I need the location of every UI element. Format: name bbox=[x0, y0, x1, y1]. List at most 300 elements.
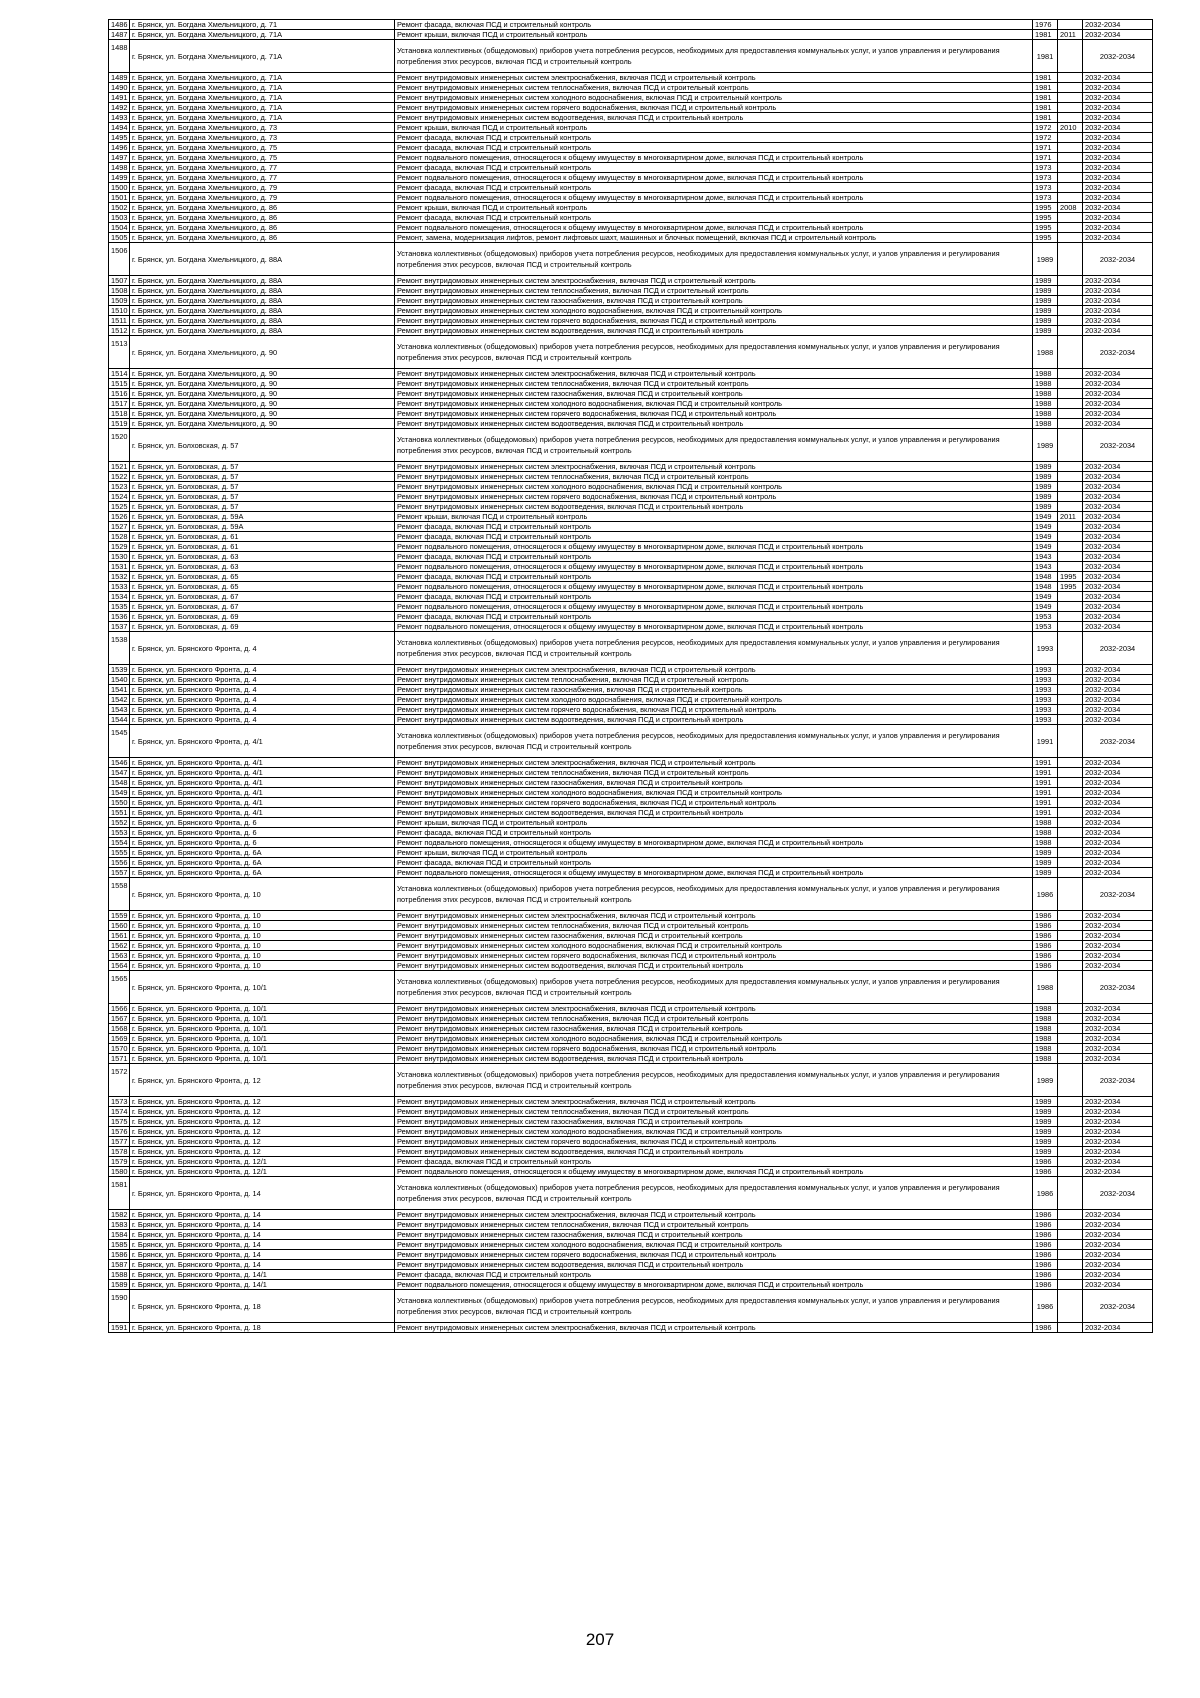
commission-year-cell: 1986 bbox=[1033, 931, 1058, 941]
work-type-cell: Ремонт подвального помещения, относящегося к общему имуществу в многоквартирном доме, включая ПСД и строительный контроль bbox=[395, 582, 1033, 592]
table-row bbox=[109, 715, 1153, 725]
planned-period-cell: 2032-2034 bbox=[1083, 592, 1153, 602]
table-row bbox=[109, 223, 1153, 233]
work-type-cell: Ремонт внутридомовых инженерных систем теплоснабжения, включая ПСД и строительный контроль bbox=[395, 83, 1033, 93]
commission-year-cell: 1981 bbox=[1033, 30, 1058, 40]
table-row bbox=[109, 675, 1153, 685]
work-type-cell: Ремонт крыши, включая ПСД и строительный контроль bbox=[395, 512, 1033, 522]
commission-year-cell: 1986 bbox=[1033, 941, 1058, 951]
commission-year-cell: 1981 bbox=[1033, 93, 1058, 103]
last-repair-year-cell bbox=[1058, 715, 1083, 725]
table-row bbox=[109, 1260, 1153, 1270]
last-repair-year-cell bbox=[1058, 502, 1083, 512]
row-number: 1550 bbox=[109, 798, 130, 808]
work-type-cell: Ремонт внутридомовых инженерных систем электроснабжения, включая ПСД и строительный контроль bbox=[395, 1004, 1033, 1014]
last-repair-year-cell bbox=[1058, 971, 1083, 1004]
work-type-cell: Ремонт внутридомовых инженерных систем горячего водоснабжения, включая ПСД и строительный контроль bbox=[395, 492, 1033, 502]
last-repair-year-cell bbox=[1058, 1220, 1083, 1230]
row-number: 1505 bbox=[109, 233, 130, 243]
planned-period-cell: 2032-2034 bbox=[1083, 1137, 1153, 1147]
row-number: 1531 bbox=[109, 562, 130, 572]
work-type-cell: Ремонт внутридомовых инженерных систем горячего водоснабжения, включая ПСД и строительный контроль bbox=[395, 1044, 1033, 1054]
commission-year-cell: 1986 bbox=[1033, 878, 1058, 911]
planned-period-cell: 2032-2034 bbox=[1083, 961, 1153, 971]
work-type-cell: Ремонт подвального помещения, относящегося к общему имуществу в многоквартирном доме, включая ПСД и строительный контроль bbox=[395, 622, 1033, 632]
commission-year-cell: 1995 bbox=[1033, 213, 1058, 223]
address-cell: г. Брянск, ул. Брянского Фронта, д. 14 bbox=[130, 1260, 395, 1270]
planned-period-cell: 2032-2034 bbox=[1083, 512, 1153, 522]
table-row bbox=[109, 602, 1153, 612]
row-number: 1569 bbox=[109, 1034, 130, 1044]
address-cell: г. Брянск, ул. Болховская, д. 67 bbox=[130, 602, 395, 612]
table-row bbox=[109, 725, 1153, 758]
table-row bbox=[109, 1270, 1153, 1280]
row-number: 1533 bbox=[109, 582, 130, 592]
commission-year-cell: 1981 bbox=[1033, 83, 1058, 93]
commission-year-cell: 1989 bbox=[1033, 868, 1058, 878]
last-repair-year-cell bbox=[1058, 409, 1083, 419]
row-number: 1535 bbox=[109, 602, 130, 612]
last-repair-year-cell bbox=[1058, 1147, 1083, 1157]
commission-year-cell: 1988 bbox=[1033, 1034, 1058, 1044]
planned-period-cell: 2032-2034 bbox=[1083, 1290, 1153, 1323]
planned-period-cell: 2032-2034 bbox=[1083, 103, 1153, 113]
work-type-cell: Ремонт внутридомовых инженерных систем водоотведения, включая ПСД и строительный контроль bbox=[395, 113, 1033, 123]
row-number: 1551 bbox=[109, 808, 130, 818]
table-row bbox=[109, 1290, 1153, 1323]
table-row bbox=[109, 193, 1153, 203]
table-row bbox=[109, 1137, 1153, 1147]
commission-year-cell: 1989 bbox=[1033, 1117, 1058, 1127]
row-number: 1525 bbox=[109, 502, 130, 512]
table-row bbox=[109, 858, 1153, 868]
commission-year-cell: 1995 bbox=[1033, 223, 1058, 233]
commission-year-cell: 1986 bbox=[1033, 1177, 1058, 1210]
planned-period-cell: 2032-2034 bbox=[1083, 911, 1153, 921]
address-cell: г. Брянск, ул. Брянского Фронта, д. 6 bbox=[130, 828, 395, 838]
last-repair-year-cell bbox=[1058, 1323, 1083, 1333]
row-number: 1586 bbox=[109, 1250, 130, 1260]
commission-year-cell: 1995 bbox=[1033, 203, 1058, 213]
planned-period-cell: 2032-2034 bbox=[1083, 828, 1153, 838]
address-cell: г. Брянск, ул. Брянского Фронта, д. 14 bbox=[130, 1230, 395, 1240]
planned-period-cell: 2032-2034 bbox=[1083, 20, 1153, 30]
commission-year-cell: 1986 bbox=[1033, 1260, 1058, 1270]
commission-year-cell: 1986 bbox=[1033, 1220, 1058, 1230]
table-row bbox=[109, 622, 1153, 632]
work-type-cell: Ремонт подвального помещения, относящегося к общему имуществу в многоквартирном доме, включая ПСД и строительный контроль bbox=[395, 602, 1033, 612]
last-repair-year-cell bbox=[1058, 276, 1083, 286]
last-repair-year-cell bbox=[1058, 1280, 1083, 1290]
work-type-cell: Установка коллективных (общедомовых) приборов учета потребления ресурсов, необходимых для предоставления коммунальных услуг, и узлов управления и регулирования потребления этих ресурсов, включая ПСД и строительный контроль bbox=[395, 1064, 1033, 1097]
table-row bbox=[109, 113, 1153, 123]
commission-year-cell: 1993 bbox=[1033, 695, 1058, 705]
last-repair-year-cell bbox=[1058, 1024, 1083, 1034]
work-type-cell: Ремонт внутридомовых инженерных систем теплоснабжения, включая ПСД и строительный контроль bbox=[395, 1220, 1033, 1230]
address-cell: г. Брянск, ул. Брянского Фронта, д. 4 bbox=[130, 705, 395, 715]
work-type-cell: Ремонт внутридомовых инженерных систем водоотведения, включая ПСД и строительный контроль bbox=[395, 715, 1033, 725]
row-number: 1509 bbox=[109, 296, 130, 306]
planned-period-cell: 2032-2034 bbox=[1083, 123, 1153, 133]
last-repair-year-cell bbox=[1058, 233, 1083, 243]
address-cell: г. Брянск, ул. Брянского Фронта, д. 10 bbox=[130, 951, 395, 961]
address-cell: г. Брянск, ул. Брянского Фронта, д. 6А bbox=[130, 848, 395, 858]
address-cell: г. Брянск, ул. Богдана Хмельницкого, д. 90 bbox=[130, 419, 395, 429]
commission-year-cell: 1988 bbox=[1033, 399, 1058, 409]
commission-year-cell: 1949 bbox=[1033, 532, 1058, 542]
planned-period-cell: 2032-2034 bbox=[1083, 1230, 1153, 1240]
row-number: 1589 bbox=[109, 1280, 130, 1290]
work-type-cell: Ремонт внутридомовых инженерных систем холодного водоснабжения, включая ПСД и строительный контроль bbox=[395, 695, 1033, 705]
work-type-cell: Установка коллективных (общедомовых) приборов учета потребления ресурсов, необходимых для предоставления коммунальных услуг, и узлов управления и регулирования потребления этих ресурсов, включая ПСД и строительный контроль bbox=[395, 725, 1033, 758]
row-number: 1507 bbox=[109, 276, 130, 286]
last-repair-year-cell bbox=[1058, 1097, 1083, 1107]
commission-year-cell: 1949 bbox=[1033, 602, 1058, 612]
planned-period-cell: 2032-2034 bbox=[1083, 113, 1153, 123]
commission-year-cell: 1989 bbox=[1033, 276, 1058, 286]
commission-year-cell: 1989 bbox=[1033, 472, 1058, 482]
work-type-cell: Ремонт внутридомовых инженерных систем холодного водоснабжения, включая ПСД и строительный контроль bbox=[395, 93, 1033, 103]
table-row bbox=[109, 768, 1153, 778]
commission-year-cell: 1953 bbox=[1033, 622, 1058, 632]
planned-period-cell: 2032-2034 bbox=[1083, 931, 1153, 941]
commission-year-cell: 1991 bbox=[1033, 778, 1058, 788]
address-cell: г. Брянск, ул. Брянского Фронта, д. 4/1 bbox=[130, 778, 395, 788]
last-repair-year-cell bbox=[1058, 316, 1083, 326]
work-type-cell: Ремонт внутридомовых инженерных систем теплоснабжения, включая ПСД и строительный контроль bbox=[395, 1014, 1033, 1024]
work-type-cell: Ремонт внутридомовых инженерных систем газоснабжения, включая ПСД и строительный контроль bbox=[395, 685, 1033, 695]
commission-year-cell: 1991 bbox=[1033, 768, 1058, 778]
address-cell: г. Брянск, ул. Брянского Фронта, д. 4/1 bbox=[130, 758, 395, 768]
planned-period-cell: 2032-2034 bbox=[1083, 462, 1153, 472]
work-type-cell: Ремонт подвального помещения, относящегося к общему имуществу в многоквартирном доме, включая ПСД и строительный контроль bbox=[395, 193, 1033, 203]
last-repair-year-cell bbox=[1058, 828, 1083, 838]
planned-period-cell: 2032-2034 bbox=[1083, 203, 1153, 213]
work-type-cell: Установка коллективных (общедомовых) приборов учета потребления ресурсов, необходимых для предоставления коммунальных услуг, и узлов управления и регулирования потребления этих ресурсов, включая ПСД и строительный контроль bbox=[395, 878, 1033, 911]
last-repair-year-cell bbox=[1058, 675, 1083, 685]
address-cell: г. Брянск, ул. Богдана Хмельницкого, д. 90 bbox=[130, 379, 395, 389]
last-repair-year-cell bbox=[1058, 705, 1083, 715]
planned-period-cell: 2032-2034 bbox=[1083, 389, 1153, 399]
address-cell: г. Брянск, ул. Богдана Хмельницкого, д. 86 bbox=[130, 223, 395, 233]
table-row bbox=[109, 399, 1153, 409]
address-cell: г. Брянск, ул. Болховская, д. 57 bbox=[130, 429, 395, 462]
row-number: 1582 bbox=[109, 1210, 130, 1220]
address-cell: г. Брянск, ул. Брянского Фронта, д. 6А bbox=[130, 858, 395, 868]
work-type-cell: Ремонт внутридомовых инженерных систем газоснабжения, включая ПСД и строительный контроль bbox=[395, 1024, 1033, 1034]
commission-year-cell: 1986 bbox=[1033, 1167, 1058, 1177]
table-row bbox=[109, 1250, 1153, 1260]
commission-year-cell: 1972 bbox=[1033, 133, 1058, 143]
work-type-cell: Ремонт внутридомовых инженерных систем газоснабжения, включая ПСД и строительный контроль bbox=[395, 296, 1033, 306]
row-number: 1514 bbox=[109, 369, 130, 379]
table-row bbox=[109, 961, 1153, 971]
table-body bbox=[109, 20, 1153, 1333]
row-number: 1491 bbox=[109, 93, 130, 103]
planned-period-cell: 2032-2034 bbox=[1083, 602, 1153, 612]
row-number: 1521 bbox=[109, 462, 130, 472]
address-cell: г. Брянск, ул. Болховская, д. 57 bbox=[130, 502, 395, 512]
commission-year-cell: 1993 bbox=[1033, 675, 1058, 685]
commission-year-cell: 1981 bbox=[1033, 103, 1058, 113]
row-number: 1518 bbox=[109, 409, 130, 419]
table-row bbox=[109, 103, 1153, 113]
planned-period-cell: 2032-2034 bbox=[1083, 788, 1153, 798]
commission-year-cell: 1991 bbox=[1033, 758, 1058, 768]
table-row bbox=[109, 123, 1153, 133]
last-repair-year-cell bbox=[1058, 429, 1083, 462]
address-cell: г. Брянск, ул. Брянского Фронта, д. 12 bbox=[130, 1097, 395, 1107]
table-row bbox=[109, 542, 1153, 552]
work-type-cell: Ремонт внутридомовых инженерных систем теплоснабжения, включая ПСД и строительный контроль bbox=[395, 1107, 1033, 1117]
work-type-cell: Ремонт внутридомовых инженерных систем теплоснабжения, включая ПСД и строительный контроль bbox=[395, 675, 1033, 685]
table-row bbox=[109, 665, 1153, 675]
last-repair-year-cell bbox=[1058, 685, 1083, 695]
row-number: 1503 bbox=[109, 213, 130, 223]
planned-period-cell: 2032-2034 bbox=[1083, 492, 1153, 502]
planned-period-cell: 2032-2034 bbox=[1083, 725, 1153, 758]
last-repair-year-cell bbox=[1058, 542, 1083, 552]
table-row bbox=[109, 336, 1153, 369]
row-number: 1584 bbox=[109, 1230, 130, 1240]
table-row bbox=[109, 1054, 1153, 1064]
address-cell: г. Брянск, ул. Богдана Хмельницкого, д. 79 bbox=[130, 193, 395, 203]
commission-year-cell: 1953 bbox=[1033, 612, 1058, 622]
planned-period-cell: 2032-2034 bbox=[1083, 379, 1153, 389]
table-row bbox=[109, 133, 1153, 143]
table-row bbox=[109, 1280, 1153, 1290]
work-type-cell: Ремонт внутридомовых инженерных систем электроснабжения, включая ПСД и строительный контроль bbox=[395, 73, 1033, 83]
table-row bbox=[109, 306, 1153, 316]
row-number: 1534 bbox=[109, 592, 130, 602]
address-cell: г. Брянск, ул. Богдана Хмельницкого, д. 77 bbox=[130, 173, 395, 183]
row-number: 1580 bbox=[109, 1167, 130, 1177]
address-cell: г. Брянск, ул. Брянского Фронта, д. 6 bbox=[130, 818, 395, 828]
last-repair-year-cell bbox=[1058, 868, 1083, 878]
work-type-cell: Ремонт внутридомовых инженерных систем электроснабжения, включая ПСД и строительный контроль bbox=[395, 1323, 1033, 1333]
last-repair-year-cell bbox=[1058, 223, 1083, 233]
table-row bbox=[109, 1177, 1153, 1210]
commission-year-cell: 1989 bbox=[1033, 1127, 1058, 1137]
address-cell: г. Брянск, ул. Брянского Фронта, д. 12 bbox=[130, 1147, 395, 1157]
commission-year-cell: 1989 bbox=[1033, 848, 1058, 858]
commission-year-cell: 1989 bbox=[1033, 1064, 1058, 1097]
table-row bbox=[109, 1024, 1153, 1034]
row-number: 1575 bbox=[109, 1117, 130, 1127]
address-cell: г. Брянск, ул. Брянского Фронта, д. 12 bbox=[130, 1117, 395, 1127]
commission-year-cell: 1988 bbox=[1033, 971, 1058, 1004]
address-cell: г. Брянск, ул. Брянского Фронта, д. 4 bbox=[130, 665, 395, 675]
address-cell: г. Брянск, ул. Болховская, д. 65 bbox=[130, 572, 395, 582]
address-cell: г. Брянск, ул. Брянского Фронта, д. 18 bbox=[130, 1290, 395, 1323]
work-type-cell: Ремонт фасада, включая ПСД и строительный контроль bbox=[395, 163, 1033, 173]
work-type-cell: Ремонт подвального помещения, относящегося к общему имуществу в многоквартирном доме, включая ПСД и строительный контроль bbox=[395, 838, 1033, 848]
work-type-cell: Ремонт внутридомовых инженерных систем холодного водоснабжения, включая ПСД и строительный контроль bbox=[395, 306, 1033, 316]
work-type-cell: Ремонт внутридомовых инженерных систем газоснабжения, включая ПСД и строительный контроль bbox=[395, 778, 1033, 788]
table-row bbox=[109, 828, 1153, 838]
table-row bbox=[109, 612, 1153, 622]
row-number: 1540 bbox=[109, 675, 130, 685]
planned-period-cell: 2032-2034 bbox=[1083, 808, 1153, 818]
table-row bbox=[109, 685, 1153, 695]
row-number: 1541 bbox=[109, 685, 130, 695]
last-repair-year-cell bbox=[1058, 818, 1083, 828]
planned-period-cell: 2032-2034 bbox=[1083, 951, 1153, 961]
planned-period-cell: 2032-2034 bbox=[1083, 758, 1153, 768]
address-cell: г. Брянск, ул. Богдана Хмельницкого, д. 88А bbox=[130, 306, 395, 316]
planned-period-cell: 2032-2034 bbox=[1083, 306, 1153, 316]
work-type-cell: Ремонт подвального помещения, относящегося к общему имуществу в многоквартирном доме, включая ПСД и строительный контроль bbox=[395, 1280, 1033, 1290]
last-repair-year-cell bbox=[1058, 1230, 1083, 1240]
work-type-cell: Ремонт фасада, включая ПСД и строительный контроль bbox=[395, 552, 1033, 562]
table-row bbox=[109, 931, 1153, 941]
table-row bbox=[109, 409, 1153, 419]
commission-year-cell: 1986 bbox=[1033, 911, 1058, 921]
planned-period-cell: 2032-2034 bbox=[1083, 429, 1153, 462]
row-number: 1568 bbox=[109, 1024, 130, 1034]
planned-period-cell: 2032-2034 bbox=[1083, 685, 1153, 695]
address-cell: г. Брянск, ул. Болховская, д. 67 bbox=[130, 592, 395, 602]
work-type-cell: Ремонт внутридомовых инженерных систем теплоснабжения, включая ПСД и строительный контроль bbox=[395, 768, 1033, 778]
address-cell: г. Брянск, ул. Брянского Фронта, д. 14 bbox=[130, 1210, 395, 1220]
last-repair-year-cell bbox=[1058, 143, 1083, 153]
last-repair-year-cell bbox=[1058, 40, 1083, 73]
row-number: 1498 bbox=[109, 163, 130, 173]
planned-period-cell: 2032-2034 bbox=[1083, 173, 1153, 183]
address-cell: г. Брянск, ул. Брянского Фронта, д. 10/1 bbox=[130, 971, 395, 1004]
last-repair-year-cell bbox=[1058, 931, 1083, 941]
row-number: 1508 bbox=[109, 286, 130, 296]
address-cell: г. Брянск, ул. Брянского Фронта, д. 4/1 bbox=[130, 725, 395, 758]
address-cell: г. Брянск, ул. Брянского Фронта, д. 10 bbox=[130, 878, 395, 911]
address-cell: г. Брянск, ул. Богдана Хмельницкого, д. 71А bbox=[130, 73, 395, 83]
table-row bbox=[109, 562, 1153, 572]
last-repair-year-cell: 2010 bbox=[1058, 123, 1083, 133]
last-repair-year-cell bbox=[1058, 848, 1083, 858]
address-cell: г. Брянск, ул. Богдана Хмельницкого, д. 71А bbox=[130, 113, 395, 123]
last-repair-year-cell bbox=[1058, 612, 1083, 622]
address-cell: г. Брянск, ул. Болховская, д. 65 bbox=[130, 582, 395, 592]
address-cell: г. Брянск, ул. Брянского Фронта, д. 10/1 bbox=[130, 1024, 395, 1034]
address-cell: г. Брянск, ул. Брянского Фронта, д. 4/1 bbox=[130, 808, 395, 818]
address-cell: г. Брянск, ул. Брянского Фронта, д. 14 bbox=[130, 1240, 395, 1250]
commission-year-cell: 1973 bbox=[1033, 163, 1058, 173]
last-repair-year-cell bbox=[1058, 552, 1083, 562]
work-type-cell: Ремонт внутридомовых инженерных систем холодного водоснабжения, включая ПСД и строительный контроль bbox=[395, 1034, 1033, 1044]
address-cell: г. Брянск, ул. Богдана Хмельницкого, д. 90 bbox=[130, 399, 395, 409]
commission-year-cell: 1973 bbox=[1033, 183, 1058, 193]
planned-period-cell: 2032-2034 bbox=[1083, 336, 1153, 369]
last-repair-year-cell bbox=[1058, 788, 1083, 798]
work-type-cell: Ремонт фасада, включая ПСД и строительный контроль bbox=[395, 612, 1033, 622]
planned-period-cell: 2032-2034 bbox=[1083, 582, 1153, 592]
row-number: 1501 bbox=[109, 193, 130, 203]
last-repair-year-cell bbox=[1058, 492, 1083, 502]
last-repair-year-cell bbox=[1058, 632, 1083, 665]
address-cell: г. Брянск, ул. Богдана Хмельницкого, д. 75 bbox=[130, 153, 395, 163]
commission-year-cell: 1988 bbox=[1033, 1004, 1058, 1014]
planned-period-cell: 2032-2034 bbox=[1083, 1167, 1153, 1177]
table-row bbox=[109, 778, 1153, 788]
last-repair-year-cell bbox=[1058, 1034, 1083, 1044]
planned-period-cell: 2032-2034 bbox=[1083, 695, 1153, 705]
table-row bbox=[109, 1240, 1153, 1250]
row-number: 1548 bbox=[109, 778, 130, 788]
planned-period-cell: 2032-2034 bbox=[1083, 878, 1153, 911]
table-row bbox=[109, 788, 1153, 798]
table-row bbox=[109, 572, 1153, 582]
table-row bbox=[109, 143, 1153, 153]
commission-year-cell: 1989 bbox=[1033, 482, 1058, 492]
table-row bbox=[109, 429, 1153, 462]
table-row bbox=[109, 1157, 1153, 1167]
row-number: 1587 bbox=[109, 1260, 130, 1270]
table-row bbox=[109, 419, 1153, 429]
commission-year-cell: 1988 bbox=[1033, 369, 1058, 379]
table-row bbox=[109, 1117, 1153, 1127]
commission-year-cell: 1949 bbox=[1033, 542, 1058, 552]
last-repair-year-cell: 2011 bbox=[1058, 512, 1083, 522]
planned-period-cell: 2032-2034 bbox=[1083, 502, 1153, 512]
work-type-cell: Ремонт внутридомовых инженерных систем газоснабжения, включая ПСД и строительный контроль bbox=[395, 1117, 1033, 1127]
address-cell: г. Брянск, ул. Брянского Фронта, д. 14 bbox=[130, 1250, 395, 1260]
planned-period-cell: 2032-2034 bbox=[1083, 675, 1153, 685]
commission-year-cell: 1988 bbox=[1033, 818, 1058, 828]
planned-period-cell: 2032-2034 bbox=[1083, 1024, 1153, 1034]
table-row bbox=[109, 1323, 1153, 1333]
row-number: 1554 bbox=[109, 838, 130, 848]
table-row bbox=[109, 1044, 1153, 1054]
address-cell: г. Брянск, ул. Брянского Фронта, д. 14 bbox=[130, 1177, 395, 1210]
planned-period-cell: 2032-2034 bbox=[1083, 768, 1153, 778]
work-type-cell: Установка коллективных (общедомовых) приборов учета потребления ресурсов, необходимых для предоставления коммунальных услуг, и узлов управления и регулирования потребления этих ресурсов, включая ПСД и строительный контроль bbox=[395, 243, 1033, 276]
planned-period-cell: 2032-2034 bbox=[1083, 542, 1153, 552]
planned-period-cell: 2032-2034 bbox=[1083, 243, 1153, 276]
row-number: 1576 bbox=[109, 1127, 130, 1137]
table-row bbox=[109, 911, 1153, 921]
row-number: 1558 bbox=[109, 878, 130, 911]
table-row bbox=[109, 472, 1153, 482]
planned-period-cell: 2032-2034 bbox=[1083, 296, 1153, 306]
commission-year-cell: 1989 bbox=[1033, 296, 1058, 306]
row-number: 1566 bbox=[109, 1004, 130, 1014]
table-row bbox=[109, 808, 1153, 818]
last-repair-year-cell bbox=[1058, 482, 1083, 492]
commission-year-cell: 1989 bbox=[1033, 1137, 1058, 1147]
planned-period-cell: 2032-2034 bbox=[1083, 163, 1153, 173]
row-number: 1526 bbox=[109, 512, 130, 522]
row-number: 1539 bbox=[109, 665, 130, 675]
table-row bbox=[109, 878, 1153, 911]
row-number: 1561 bbox=[109, 931, 130, 941]
last-repair-year-cell bbox=[1058, 858, 1083, 868]
commission-year-cell: 1986 bbox=[1033, 1240, 1058, 1250]
table-row bbox=[109, 1210, 1153, 1220]
row-number: 1536 bbox=[109, 612, 130, 622]
last-repair-year-cell bbox=[1058, 911, 1083, 921]
work-type-cell: Ремонт фасада, включая ПСД и строительный контроль bbox=[395, 532, 1033, 542]
row-number: 1546 bbox=[109, 758, 130, 768]
table-row bbox=[109, 1107, 1153, 1117]
row-number: 1562 bbox=[109, 941, 130, 951]
row-number: 1493 bbox=[109, 113, 130, 123]
address-cell: г. Брянск, ул. Богдана Хмельницкого, д. 73 bbox=[130, 123, 395, 133]
commission-year-cell: 1988 bbox=[1033, 1024, 1058, 1034]
address-cell: г. Брянск, ул. Богдана Хмельницкого, д. 86 bbox=[130, 213, 395, 223]
work-type-cell: Ремонт внутридомовых инженерных систем газоснабжения, включая ПСД и строительный контроль bbox=[395, 931, 1033, 941]
address-cell: г. Брянск, ул. Богдана Хмельницкого, д. 71А bbox=[130, 93, 395, 103]
table-row bbox=[109, 243, 1153, 276]
